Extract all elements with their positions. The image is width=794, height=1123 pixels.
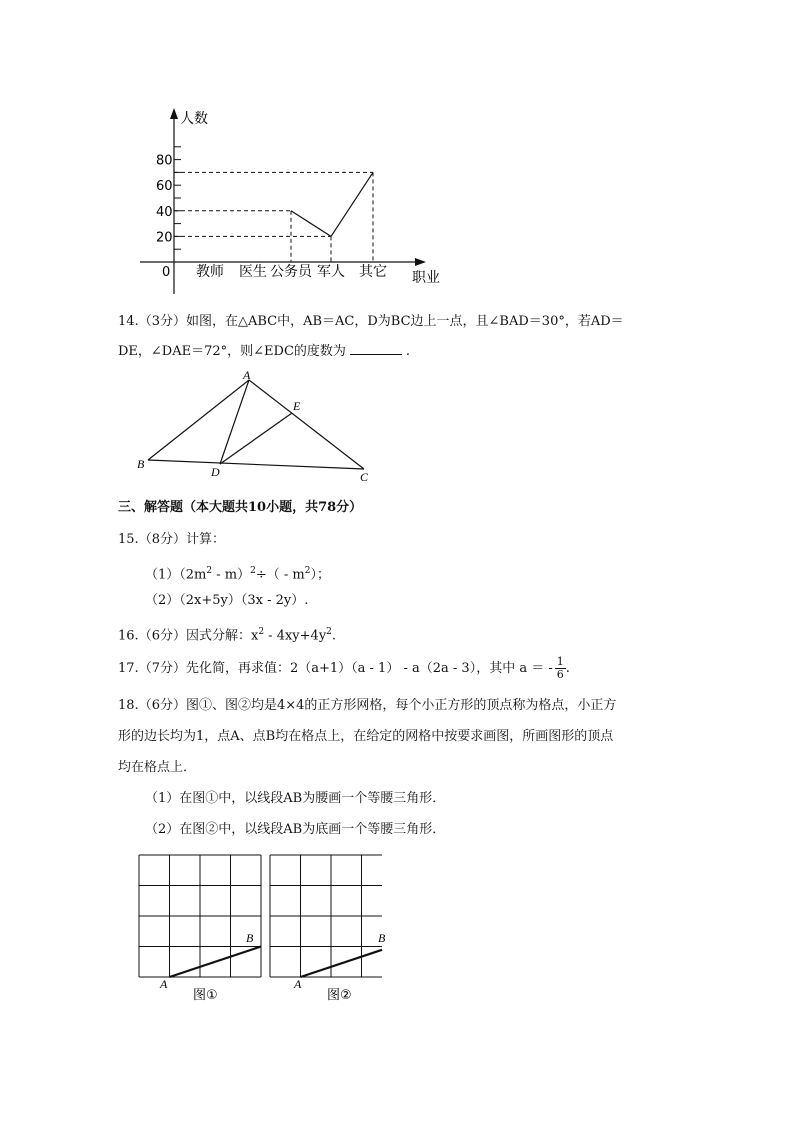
- grid2-label-B: B: [378, 931, 386, 945]
- q16-score: （6分）: [138, 628, 186, 644]
- q15-p1-b: - m）: [212, 567, 251, 583]
- q18-text-1: 图①、图②均是4×4的正方形网格，每个小正方形的顶点称为格点，小正方: [185, 698, 617, 713]
- segment-AB: [170, 947, 262, 978]
- x-tick-label: 教师: [196, 264, 224, 280]
- x-tick-label: 公务员: [270, 264, 312, 280]
- q17-end: .: [565, 661, 570, 676]
- y-tick-label: 60: [156, 179, 173, 195]
- grid2-caption: 图②: [327, 988, 352, 1003]
- grid2-label-A: A: [294, 977, 302, 991]
- grid-figure-2: [270, 855, 382, 977]
- grid1-caption: 图①: [193, 988, 218, 1003]
- q18-score: （6分）: [138, 698, 186, 713]
- q15-p1-c: ÷（ - m: [255, 567, 305, 583]
- q14-text-end: .: [405, 344, 411, 359]
- x-axis-label: 职业: [412, 270, 440, 286]
- y-tick-label: 40: [156, 204, 173, 220]
- grid1-label-B: B: [246, 931, 254, 945]
- q16-text-c: .: [331, 628, 337, 644]
- q16-number: 16.: [118, 628, 139, 644]
- x-tick-label: 其它: [359, 264, 387, 280]
- x-tick-label: 医生: [239, 264, 267, 280]
- question-18-line2: 形的边长均为1，点A、点B均在格点上，在给定的网格中按要求画图，所画图形的顶点: [118, 729, 614, 744]
- q15-text: 计算：: [185, 532, 225, 547]
- q16-text-b: - 4xy+4y: [264, 628, 327, 644]
- segment-AB: [301, 950, 383, 977]
- q14-score: （3分）: [138, 314, 186, 329]
- y-tick-label: 20: [156, 230, 173, 246]
- question-15-part2: （2）（2x+5y）（3x - 2y）.: [145, 593, 309, 608]
- q15-p1-d: ）；: [310, 567, 330, 583]
- q15-p1-a: （1）（2m: [145, 567, 207, 583]
- label-A: A: [243, 368, 251, 382]
- label-B: B: [137, 457, 145, 471]
- q15-score: （8分）: [138, 532, 186, 547]
- x-tick-label: 军人: [317, 264, 345, 280]
- q15-p1-exp1: 2: [206, 566, 213, 576]
- y-tick-label: 80: [156, 153, 173, 169]
- origin-label: 0: [162, 265, 171, 280]
- fraction-denominator: 6: [556, 668, 564, 681]
- q14-text-1: 如图，在△ABC中，AB＝AC，D为BC边上一点，且∠BAD＝30°，若AD＝: [185, 314, 624, 329]
- q15-p1-exp3: 2: [304, 566, 311, 576]
- label-D: D: [211, 465, 220, 479]
- label-E: E: [293, 399, 301, 413]
- section-3-title: 三、解答题（本大题共10小题，共78分）: [118, 500, 363, 515]
- q15-p1-exp2: 2: [250, 566, 256, 576]
- q15-number: 15.: [118, 532, 139, 547]
- q17-text: 先化简，再求值：2（a+1）（a - 1） - a（2a - 3），其中 a ＝ -: [185, 661, 553, 676]
- question-18-part2: （2）在图②中，以线段AB为底画一个等腰三角形．: [145, 822, 446, 837]
- q16-exp1: 2: [258, 627, 265, 637]
- q17-score: （7分）: [138, 661, 186, 676]
- label-C: C: [360, 470, 369, 484]
- y-axis-label: 人数: [180, 111, 208, 127]
- q16-exp2: 2: [326, 627, 332, 637]
- q14-text-2: DE，∠DAE＝72°，则∠EDC的度数为: [118, 344, 346, 359]
- question-18-part1: （1）在图①中，以线段AB为腰画一个等腰三角形．: [145, 791, 446, 806]
- grid-figure-1: [139, 855, 261, 977]
- grid1-label-A: A: [160, 977, 168, 991]
- question-18-line3: 均在格点上．: [118, 760, 197, 775]
- fraction-numerator: 1: [556, 655, 564, 668]
- q17-number: 17.: [118, 661, 139, 676]
- q16-text-a: 因式分解：x: [185, 628, 259, 644]
- q18-number: 18.: [118, 698, 139, 713]
- q14-number: 14.: [118, 314, 139, 329]
